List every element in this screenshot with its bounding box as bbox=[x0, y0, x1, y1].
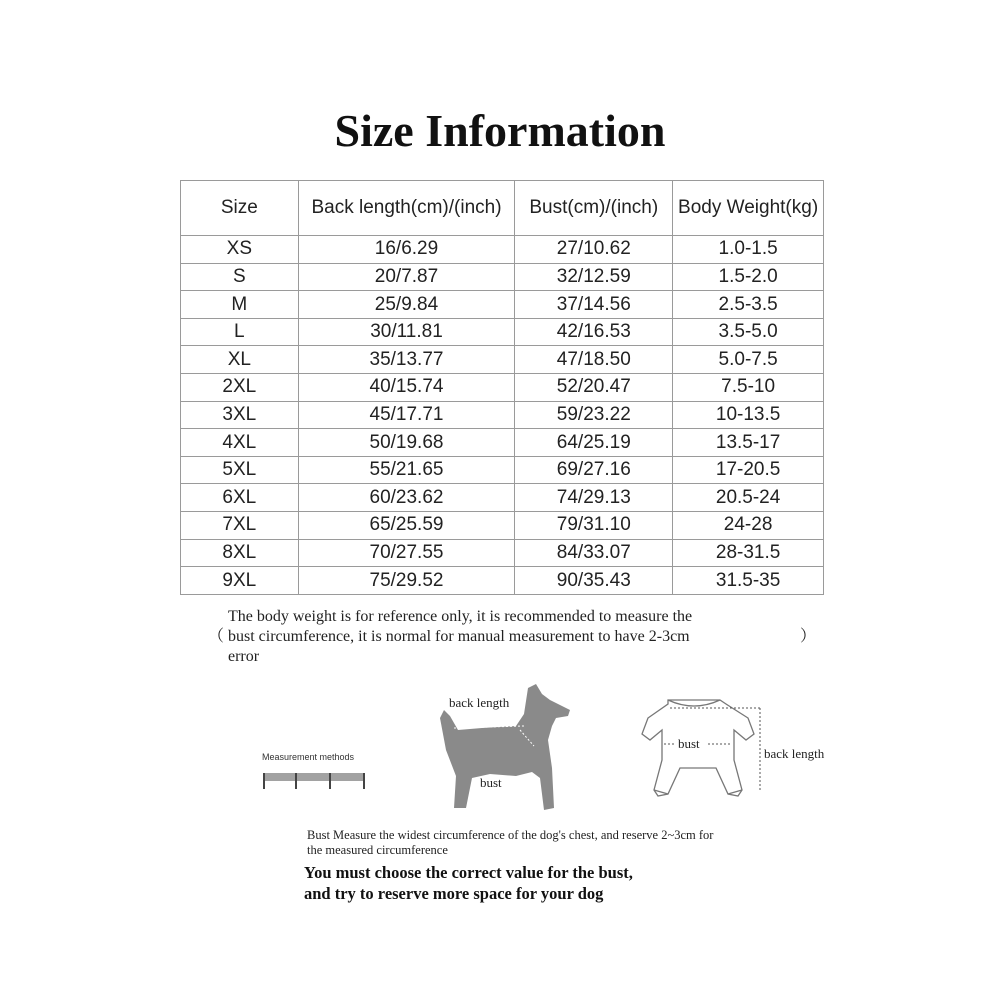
table-row bbox=[181, 567, 824, 595]
cell-bust: 74/29.13 bbox=[515, 484, 673, 512]
cell-bust: 84/33.07 bbox=[515, 539, 673, 567]
cell-bust: 37/14.56 bbox=[515, 291, 673, 319]
cell-body-weight: 1.5-2.0 bbox=[673, 263, 824, 291]
bust-measure-note: Bust Measure the widest circumference of the dog's chest, and reserve 2~3cm for the measured circumference bbox=[307, 828, 714, 857]
warning-line-1: You must choose the correct value for the bust, bbox=[304, 863, 633, 882]
table-row bbox=[181, 291, 824, 319]
dog-clothing-outline-icon bbox=[630, 694, 770, 806]
cell-bust: 52/20.47 bbox=[515, 373, 673, 401]
cell-size: 4XL bbox=[181, 429, 299, 457]
cell-size: 5XL bbox=[181, 456, 299, 484]
cell-bust: 69/27.16 bbox=[515, 456, 673, 484]
note-paren-close: ） bbox=[800, 628, 817, 645]
cell-back-length: 60/23.62 bbox=[298, 484, 515, 512]
table-row bbox=[181, 263, 824, 291]
cell-back-length: 20/7.87 bbox=[298, 263, 515, 291]
cell-body-weight: 31.5-35 bbox=[673, 567, 824, 595]
dog-back-length-label: back length bbox=[449, 695, 510, 710]
cell-bust: 47/18.50 bbox=[515, 346, 673, 374]
note-line-3: error bbox=[228, 648, 260, 665]
table-row bbox=[181, 429, 824, 457]
cell-bust: 90/35.43 bbox=[515, 567, 673, 595]
cell-body-weight: 13.5-17 bbox=[673, 429, 824, 457]
cloth-bust-label: bust bbox=[678, 736, 700, 751]
table-row bbox=[181, 236, 824, 264]
header-size: Size bbox=[181, 181, 299, 236]
table-row bbox=[181, 456, 824, 484]
cell-back-length: 55/21.65 bbox=[298, 456, 515, 484]
cell-back-length: 40/15.74 bbox=[298, 373, 515, 401]
cell-size: L bbox=[181, 318, 299, 346]
cell-bust: 59/23.22 bbox=[515, 401, 673, 429]
cell-size: 6XL bbox=[181, 484, 299, 512]
size-table bbox=[180, 180, 824, 595]
cell-bust: 27/10.62 bbox=[515, 236, 673, 264]
cell-size: 7XL bbox=[181, 511, 299, 539]
cell-back-length: 70/27.55 bbox=[298, 539, 515, 567]
cell-back-length: 45/17.71 bbox=[298, 401, 515, 429]
cell-back-length: 16/6.29 bbox=[298, 236, 515, 264]
table-row bbox=[181, 401, 824, 429]
cell-bust: 42/16.53 bbox=[515, 318, 673, 346]
dog-bust-label: bust bbox=[480, 775, 502, 790]
cell-back-length: 30/11.81 bbox=[298, 318, 515, 346]
bust-warning bbox=[304, 862, 744, 904]
table-row bbox=[181, 373, 824, 401]
cloth-back-length-label: back length bbox=[764, 746, 825, 761]
cell-body-weight: 5.0-7.5 bbox=[673, 346, 824, 374]
cell-back-length: 25/9.84 bbox=[298, 291, 515, 319]
cell-size: S bbox=[181, 263, 299, 291]
cell-back-length: 35/13.77 bbox=[298, 346, 515, 374]
cell-size: 9XL bbox=[181, 567, 299, 595]
cell-bust: 79/31.10 bbox=[515, 511, 673, 539]
table-row bbox=[181, 346, 824, 374]
header-bust: Bust(cm)/(inch) bbox=[515, 181, 673, 236]
cell-bust: 64/25.19 bbox=[515, 429, 673, 457]
cell-body-weight: 17-20.5 bbox=[673, 456, 824, 484]
table-row bbox=[181, 318, 824, 346]
cell-body-weight: 28-31.5 bbox=[673, 539, 824, 567]
table-row bbox=[181, 539, 824, 567]
cell-size: XL bbox=[181, 346, 299, 374]
table-row bbox=[181, 511, 824, 539]
note-paren-open: （ bbox=[208, 628, 225, 645]
header-body-weight: Body Weight(kg) bbox=[673, 181, 824, 236]
cell-back-length: 75/29.52 bbox=[298, 567, 515, 595]
cell-body-weight: 24-28 bbox=[673, 511, 824, 539]
cell-bust: 32/12.59 bbox=[515, 263, 673, 291]
note-line-2: bust circumference, it is normal for manual measurement to have 2-3cm bbox=[228, 628, 690, 645]
cell-body-weight: 2.5-3.5 bbox=[673, 291, 824, 319]
measuring-tape-icon bbox=[262, 769, 372, 791]
cell-size: M bbox=[181, 291, 299, 319]
cell-body-weight: 7.5-10 bbox=[673, 373, 824, 401]
cell-body-weight: 10-13.5 bbox=[673, 401, 824, 429]
table-header-row bbox=[181, 181, 824, 236]
page-title: Size Information bbox=[334, 105, 666, 156]
warning-line-2: and try to reserve more space for your dog bbox=[304, 884, 604, 903]
table-row bbox=[181, 484, 824, 512]
note-line-1: The body weight is for reference only, it is recommended to measure the bbox=[228, 608, 693, 625]
cell-size: 8XL bbox=[181, 539, 299, 567]
measurement-methods-label: Measurement methods bbox=[262, 752, 355, 762]
weight-note bbox=[208, 607, 822, 667]
cell-back-length: 50/19.68 bbox=[298, 429, 515, 457]
cell-back-length: 65/25.59 bbox=[298, 511, 515, 539]
cell-body-weight: 1.0-1.5 bbox=[673, 236, 824, 264]
cell-size: 2XL bbox=[181, 373, 299, 401]
cell-body-weight: 20.5-24 bbox=[673, 484, 824, 512]
header-back-length: Back length(cm)/(inch) bbox=[298, 181, 515, 236]
cell-body-weight: 3.5-5.0 bbox=[673, 318, 824, 346]
cell-size: XS bbox=[181, 236, 299, 264]
table-body bbox=[181, 236, 824, 595]
cell-size: 3XL bbox=[181, 401, 299, 429]
